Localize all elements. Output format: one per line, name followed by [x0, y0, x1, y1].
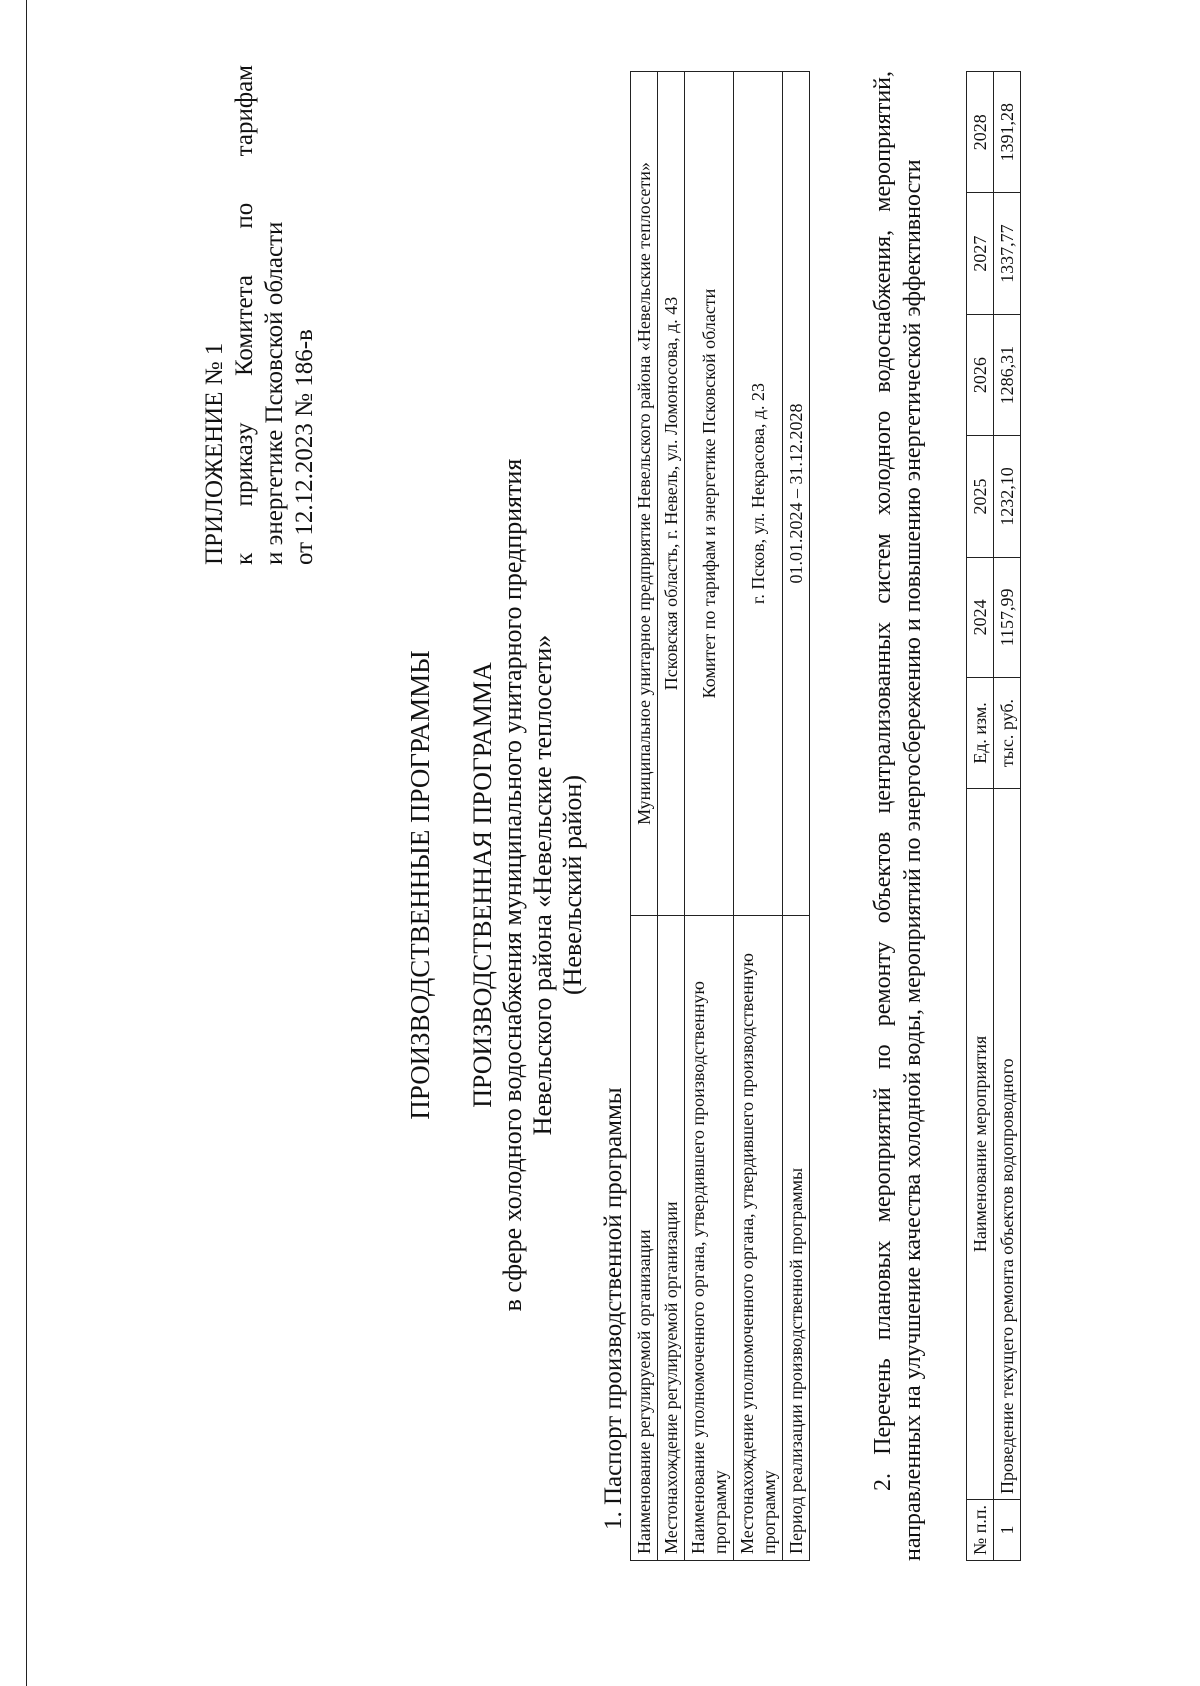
row-value: 1391,28 — [994, 72, 1021, 193]
program-title-line: Невельского района «Невельские теплосети» — [528, 634, 557, 1136]
appendix-word: приказу — [231, 422, 258, 507]
row-unit: тыс. руб. — [994, 678, 1021, 789]
passport-label: Период реализации производственной программы — [783, 916, 810, 1561]
passport-label: Наименование регулируемой организации — [631, 916, 658, 1561]
program-title-line: в сфере холодного водоснабжения муниципального унитарного предприятия — [498, 458, 527, 1312]
passport-value: Муниципальное унитарное предприятие Невельского района «Невельские теплосети» — [631, 72, 658, 916]
document-title: ПРОИЗВОДСТВЕННЫЕ ПРОГРАММЫ — [405, 650, 435, 1120]
page-edge-line — [26, 0, 27, 1686]
row-value: 1286,31 — [994, 314, 1021, 435]
appendix-word: по — [231, 202, 258, 229]
table-header-row — [967, 72, 994, 1561]
row-num: 1 — [994, 1500, 1021, 1561]
rotated-page — [40, 65, 1140, 1665]
table-row — [783, 72, 810, 1561]
passport-label: Наименование уполномоченного органа, утвердившего производственную программу — [685, 916, 734, 1561]
row-name: Проведение текущего ремонта объектов водопроводного — [994, 789, 1021, 1500]
col-name-header: Наименование мероприятия — [967, 789, 994, 1500]
passport-value: Комитет по тарифам и энергетике Псковской области — [685, 72, 734, 916]
section2-heading-start: 2. Перечень плановых мероприятий по ремонту объектов централизованных систем холодного водоснабжения, — [870, 229, 896, 1491]
appendix-line3: и энергетике Псковской области — [261, 221, 288, 565]
program-title — [468, 105, 588, 1665]
section2-heading — [868, 71, 928, 1561]
measures-table — [966, 71, 1021, 1561]
passport-table — [630, 71, 810, 1561]
col-year-header: 2025 — [967, 436, 994, 557]
program-title-line: (Невельский район) — [558, 775, 587, 995]
section1-heading: 1. Паспорт производственной программы — [600, 1087, 627, 1530]
col-year-header: 2027 — [967, 193, 994, 314]
table-row — [734, 72, 783, 1561]
col-year-header: 2028 — [967, 72, 994, 193]
appendix-block — [200, 65, 320, 565]
appendix-word: к — [231, 552, 258, 565]
row-value: 1157,99 — [994, 557, 1021, 677]
passport-value: 01.01.2024 – 31.12.2028 — [783, 72, 810, 916]
program-title-line: ПРОИЗВОДСТВЕННАЯ ПРОГРАММА — [468, 662, 497, 1108]
appendix-word: Комитета — [231, 275, 258, 377]
appendix-title: ПРИЛОЖЕНИЕ № 1 — [201, 342, 228, 565]
appendix-line4: от 12.12.2023 № 186-в — [291, 329, 318, 565]
col-year-header: 2024 — [967, 557, 994, 677]
appendix-line2 — [230, 65, 260, 565]
table-row — [658, 72, 685, 1561]
row-value: 1232,10 — [994, 436, 1021, 557]
col-unit-header: Ед. изм. — [967, 678, 994, 789]
passport-value: Псковская область, г. Невель, ул. Ломоносова, д. 43 — [658, 72, 685, 916]
col-num-header: № п.п. — [967, 1500, 994, 1561]
table-row — [994, 72, 1021, 1561]
row-value: 1337,77 — [994, 193, 1021, 314]
table-row — [685, 72, 734, 1561]
passport-value: г. Псков, ул. Некрасова, д. 23 — [734, 72, 783, 916]
col-year-header: 2026 — [967, 314, 994, 435]
passport-label: Местонахождение уполномоченного органа, утвердившего производственную программу — [734, 916, 783, 1561]
passport-label: Местонахождение регулируемой организации — [658, 916, 685, 1561]
appendix-word: тарифам — [231, 65, 258, 157]
section2-heading-rest: мероприятий, направленных на улучшение качества холодной воды, мероприятий по энергосбережению и повышению энергетической эффективности — [870, 70, 926, 1561]
table-row — [631, 72, 658, 1561]
